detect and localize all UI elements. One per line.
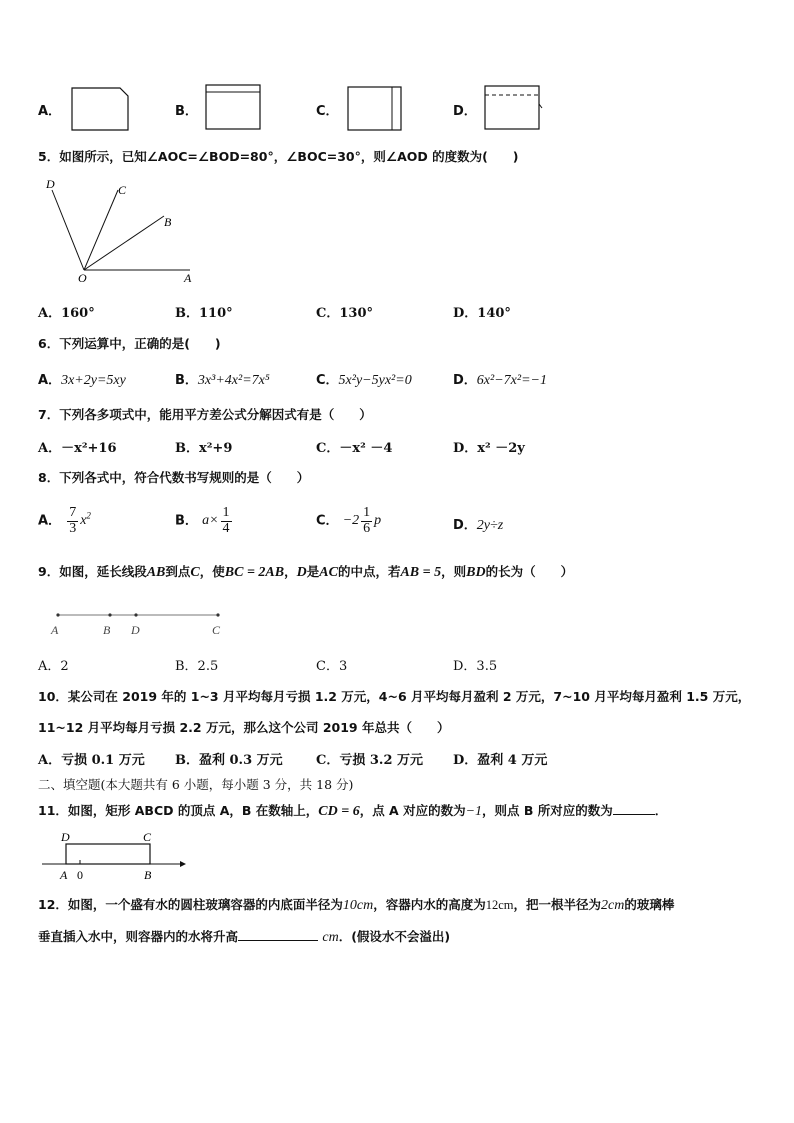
q12-answer-blank [238,940,318,941]
q11-stem: 11．如图，矩形 ABCD 的顶点 A，B 在数轴上，CD = 6，点 A 对应的数为−1，则点 B 所对应的数为 ． [38,803,668,819]
q9-segment-figure [46,606,232,640]
q4-option-c-figure [346,85,404,132]
q10-stem-line2: 11~12 月平均每月亏损 2.2 万元，那么这个公司 2019 年总共（ ） [38,720,450,735]
q9-label-a: A [51,623,59,637]
q7-stem: 7．下列各多项式中，能用平方差公式分解因式有是（ ） [38,407,372,422]
q11-label-b: B [144,868,152,882]
q9-option-a: A．2 [38,659,69,674]
q6-option-c: C．5x²y−5yx²=0 [316,373,412,388]
q4-option-a-label: A． [38,104,62,119]
q6-stem: 6．下列运算中，正确的是( ) [38,336,221,351]
q10-option-a: A．亏损 0.1 万元 [38,753,145,768]
q9-option-b: B．2.5 [175,659,219,674]
q7-option-b: B．x²+9 [175,441,233,456]
q11-answer-blank [613,814,655,815]
q5-option-c: C．130° [316,306,373,321]
q10-option-b: B．盈利 0.3 万元 [175,753,283,768]
q5-label-d: D [46,177,55,191]
q11-label-d: D [61,830,70,844]
q9-label-c: C [212,623,221,637]
q5-label-b: B [164,215,172,229]
q5-stem: 5．如图所示，已知∠AOC=∠BOD=80°，∠BOC=30°，则∠AOD 的度数为( ) [38,149,519,164]
q5-option-b: B．110° [175,306,233,321]
q7-option-a: A．－x²+16 [38,441,117,456]
q11-number-line-figure [38,826,188,882]
q6-option-a: A．3x+2y=5xy [38,373,126,388]
q8-option-c-expr: −2 $\frac{1}{6}$ p [342,505,382,536]
q4-option-b-figure [204,83,262,131]
q4-option-d-figure [483,84,545,132]
q11-label-c: C [143,830,152,844]
q12-stem-line1: 12．如图，一个盛有水的圆柱玻璃容器的内底面半径为10cm，容器内水的高度为12cm，把一根半径为2cm的玻璃棒 [38,897,675,913]
q5-label-c: C [118,183,127,197]
q10-stem-line1: 10．某公司在 2019 年的 1~3 月平均每月亏损 1.2 万元，4~6 月平均每月盈利 2 万元，7~10 月平均每月盈利 1.5 万元， [38,689,751,704]
q4-option-c-label: C． [316,104,339,119]
q7-option-d: D．x² －2y [453,441,525,456]
q9-label-d: D [131,623,140,637]
q10-option-c: C．亏损 3.2 万元 [316,753,424,768]
q4-option-a-figure [70,86,130,132]
section-heading: 二、填空题(本大题共有 6 小题，每小题 3 分，共 18 分) [38,777,354,792]
q11-label-a: A [60,868,68,882]
q4-option-d-label: D． [453,104,477,119]
q11-label-zero: 0 [77,868,83,882]
q12-stem-line2: 垂直插入水中，则容器内的水将升高 cm．(假设水不会溢出) [38,929,451,945]
q6-option-d: D．6x²−7x²=−1 [453,373,547,388]
q5-option-d: D．140° [453,306,511,321]
q8-option-a: A． $\frac{7}{3}$ $x^2$ [38,505,91,536]
q5-label-o: O [78,271,87,285]
q5-label-a: A [184,271,192,285]
q8-option-a-expr: $\frac{7}{3}$ $x^2$ [69,505,91,536]
q8-option-b: B． a× $\frac{1}{4}$ [175,506,234,536]
q6-option-b: B．3x³+4x²=7x⁵ [175,373,270,388]
q8-option-d: D．2y÷z [453,518,504,533]
q5-option-a: A．160° [38,306,95,321]
q5-angle-figure [40,174,200,286]
q9-label-b: B [103,623,111,637]
q7-option-c: C．－x² －4 [316,441,393,456]
q8-option-b-expr: a× $\frac{1}{4}$ [202,505,230,536]
q9-stem: 9．如图，延长线段AB到点C，使BC = 2AB，D是AC的中点，若AB = 5，则BD的长为（ ） [38,564,574,580]
q9-option-d: D．3.5 [453,659,498,674]
q4-option-b-label: B． [175,104,198,119]
q8-stem: 8．下列各式中，符合代数书写规则的是（ ） [38,470,310,485]
q9-option-c: C．3 [316,659,348,674]
q8-option-c: C． −2 $\frac{1}{6}$ p [316,505,382,536]
q10-option-d: D．盈利 4 万元 [453,753,548,768]
